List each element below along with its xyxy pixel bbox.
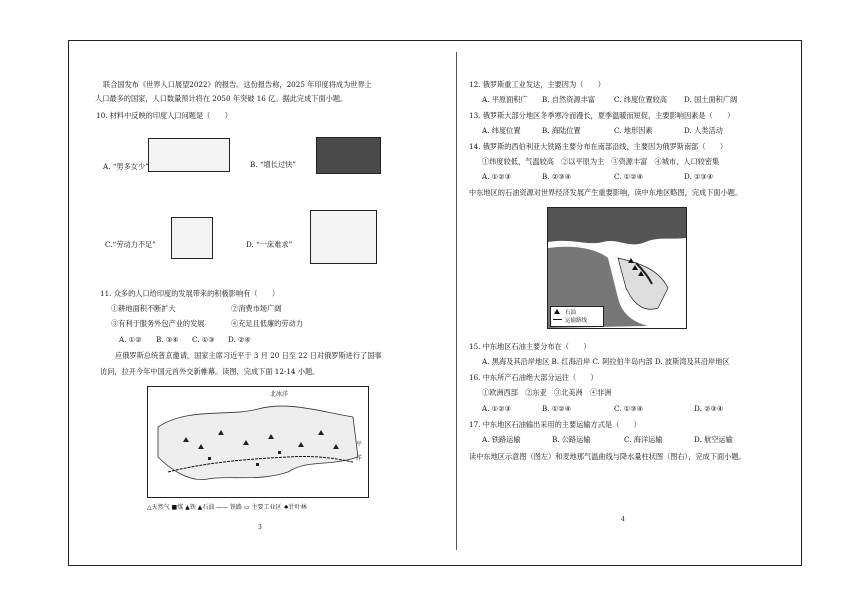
q13-stem: 13. 俄罗斯大部分地区冬季寒冷而漫长，夏季温暖而短促，主要影响因素是（ ） — [469, 111, 735, 120]
q16-items: ①欧洲西部 ②东亚 ③北美洲 ④非洲 — [482, 388, 612, 397]
legend-oil: 石油 — [565, 310, 577, 316]
q16-b: B. ①②④ — [542, 404, 572, 413]
q12-c: C. 纬度位置较高 — [614, 95, 667, 104]
q11-item-2: ②消费市场广阔 — [231, 304, 282, 313]
russia-intro-1: 应俄罗斯总统普京邀请，国家主席习近平于 3 月 20 日至 22 日对俄罗斯进行了国事 — [115, 351, 382, 360]
cartoon-growth — [316, 137, 381, 174]
q15-stem: 15. 中东地区石油主要分布在（ ） — [469, 342, 591, 351]
q12-d: D. 国土面积广阔 — [684, 95, 738, 104]
q13-a: A. 纬度位置 — [482, 126, 521, 135]
q14-b: B. ②③④ — [542, 172, 572, 181]
q15-options: A. 黑海及其沿岸地区 B. 红海沿岸 C. 阿拉伯半岛内部 D. 波斯湾及其沿岸地区 — [482, 357, 730, 366]
q11-item-4: ④充足且低廉的劳动力 — [231, 319, 303, 328]
russia-map-legend: △天然气 ■煤 ▲铁 ▲石油 —— 铁路 ▭ 主要工业区 ♠针叶林 — [147, 504, 307, 511]
arctic-ocean-label: 北冰洋 — [270, 391, 289, 398]
q10-option-d: D. “一床难求” — [246, 240, 293, 249]
q16-c: C. ①③④ — [614, 404, 644, 413]
q17-d: D. 航空运输 — [694, 435, 733, 444]
q12-b: B. 自然资源丰富 — [542, 95, 595, 104]
q14-items: ①纬度较低，气温较高 ②以平原为主 ③资源丰富 ④城市、人口较密集 — [482, 157, 720, 166]
page-fold-line — [456, 52, 457, 550]
q11-choice-a: A. ①② — [119, 335, 142, 344]
intro-line-1: 联合国发布《世界人口展望2022》的报告。这份报告称，2025 年印度将成为世界上 — [103, 80, 372, 89]
q14-d: D. ①③④ — [684, 172, 714, 181]
q12-stem: 12. 俄罗斯重工业发达，主要因为（ ） — [469, 80, 605, 89]
page-number-left: 3 — [258, 524, 262, 531]
oil-symbol-icon — [554, 309, 560, 314]
q17-b: B. 公路运输 — [552, 435, 591, 444]
q11-item-3: ③有利于服务外包产业的发展 — [111, 319, 205, 328]
page-number-right: 4 — [621, 516, 625, 523]
route-arrow-icon — [553, 319, 562, 320]
q11-item-1: ①耕地面积不断扩大 — [111, 304, 176, 313]
q10-option-b: B. “增长过快” — [250, 160, 296, 169]
intro-line-2: 人口最多的国家，人口数量预计将在 2050 年突破 16 亿。据此完成下面小题。 — [95, 94, 348, 103]
pacific-label-2: 洋 — [356, 455, 363, 462]
middle-east-legend — [550, 306, 604, 327]
q17-stem: 17. 中东地区石油输出采用的主要运输方式是（ ） — [469, 420, 641, 429]
cartoon-bed — [310, 210, 377, 264]
q16-d: D. ②③④ — [694, 404, 724, 413]
q11-choice-c: C. ①③ — [192, 335, 215, 344]
cartoon-male-female — [148, 138, 230, 172]
q16-a: A. ①②③ — [482, 404, 512, 413]
russia-intro-2: 访问，拉开今年中国元首外交新帷幕。读图，完成下面 12-14 小题。 — [100, 367, 320, 376]
russia-map — [147, 386, 369, 498]
q10-option-a: A. “男多女少” — [103, 162, 149, 171]
q11-stem: 11. 众多的人口给印度的发展带来的积极影响有（ ） — [100, 289, 280, 298]
q16-stem: 16. 中东所产石油绝大部分运往（ ） — [469, 373, 598, 382]
cartoon-labor — [171, 217, 213, 259]
q13-d: D. 人类活动 — [684, 126, 723, 135]
q13-c: C. 地形因素 — [614, 126, 653, 135]
q14-c: C. ①②④ — [614, 172, 644, 181]
q10-option-c: C.“劳动力不足” — [105, 240, 156, 249]
q17-a: A. 铁路运输 — [482, 435, 521, 444]
q17-c: C. 海洋运输 — [624, 435, 663, 444]
q10-stem: 10. 材料中反映的印度人口问题是（ ） — [96, 111, 232, 120]
middle-east-map — [547, 207, 687, 329]
q11-choice-b: B. ③④ — [156, 335, 179, 344]
q12-a: A. 平原面积广 — [482, 95, 528, 104]
legend-route: 运输路线 — [565, 318, 588, 324]
pacific-label-1: 平 — [356, 441, 363, 448]
q14-a: A. ①②③ — [482, 172, 512, 181]
q13-b: B. 海陆位置 — [542, 126, 581, 135]
outro-text: 读中东地区示意图（图左）和麦地那气温曲线与降水量柱状图（图右），完成下面小题。 — [469, 452, 746, 461]
q14-stem: 14. 俄罗斯的西伯利亚大铁路主要分布在南部沿线，主要因为俄罗斯南部（ ） — [469, 142, 728, 151]
middle-east-intro: 中东地区的石油资源对世界经济发展产生重要影响，读中东地区略图，完成下面小题。 — [469, 188, 743, 197]
q11-choice-d: D. ②④ — [228, 335, 251, 344]
russia-map-svg — [148, 387, 368, 497]
